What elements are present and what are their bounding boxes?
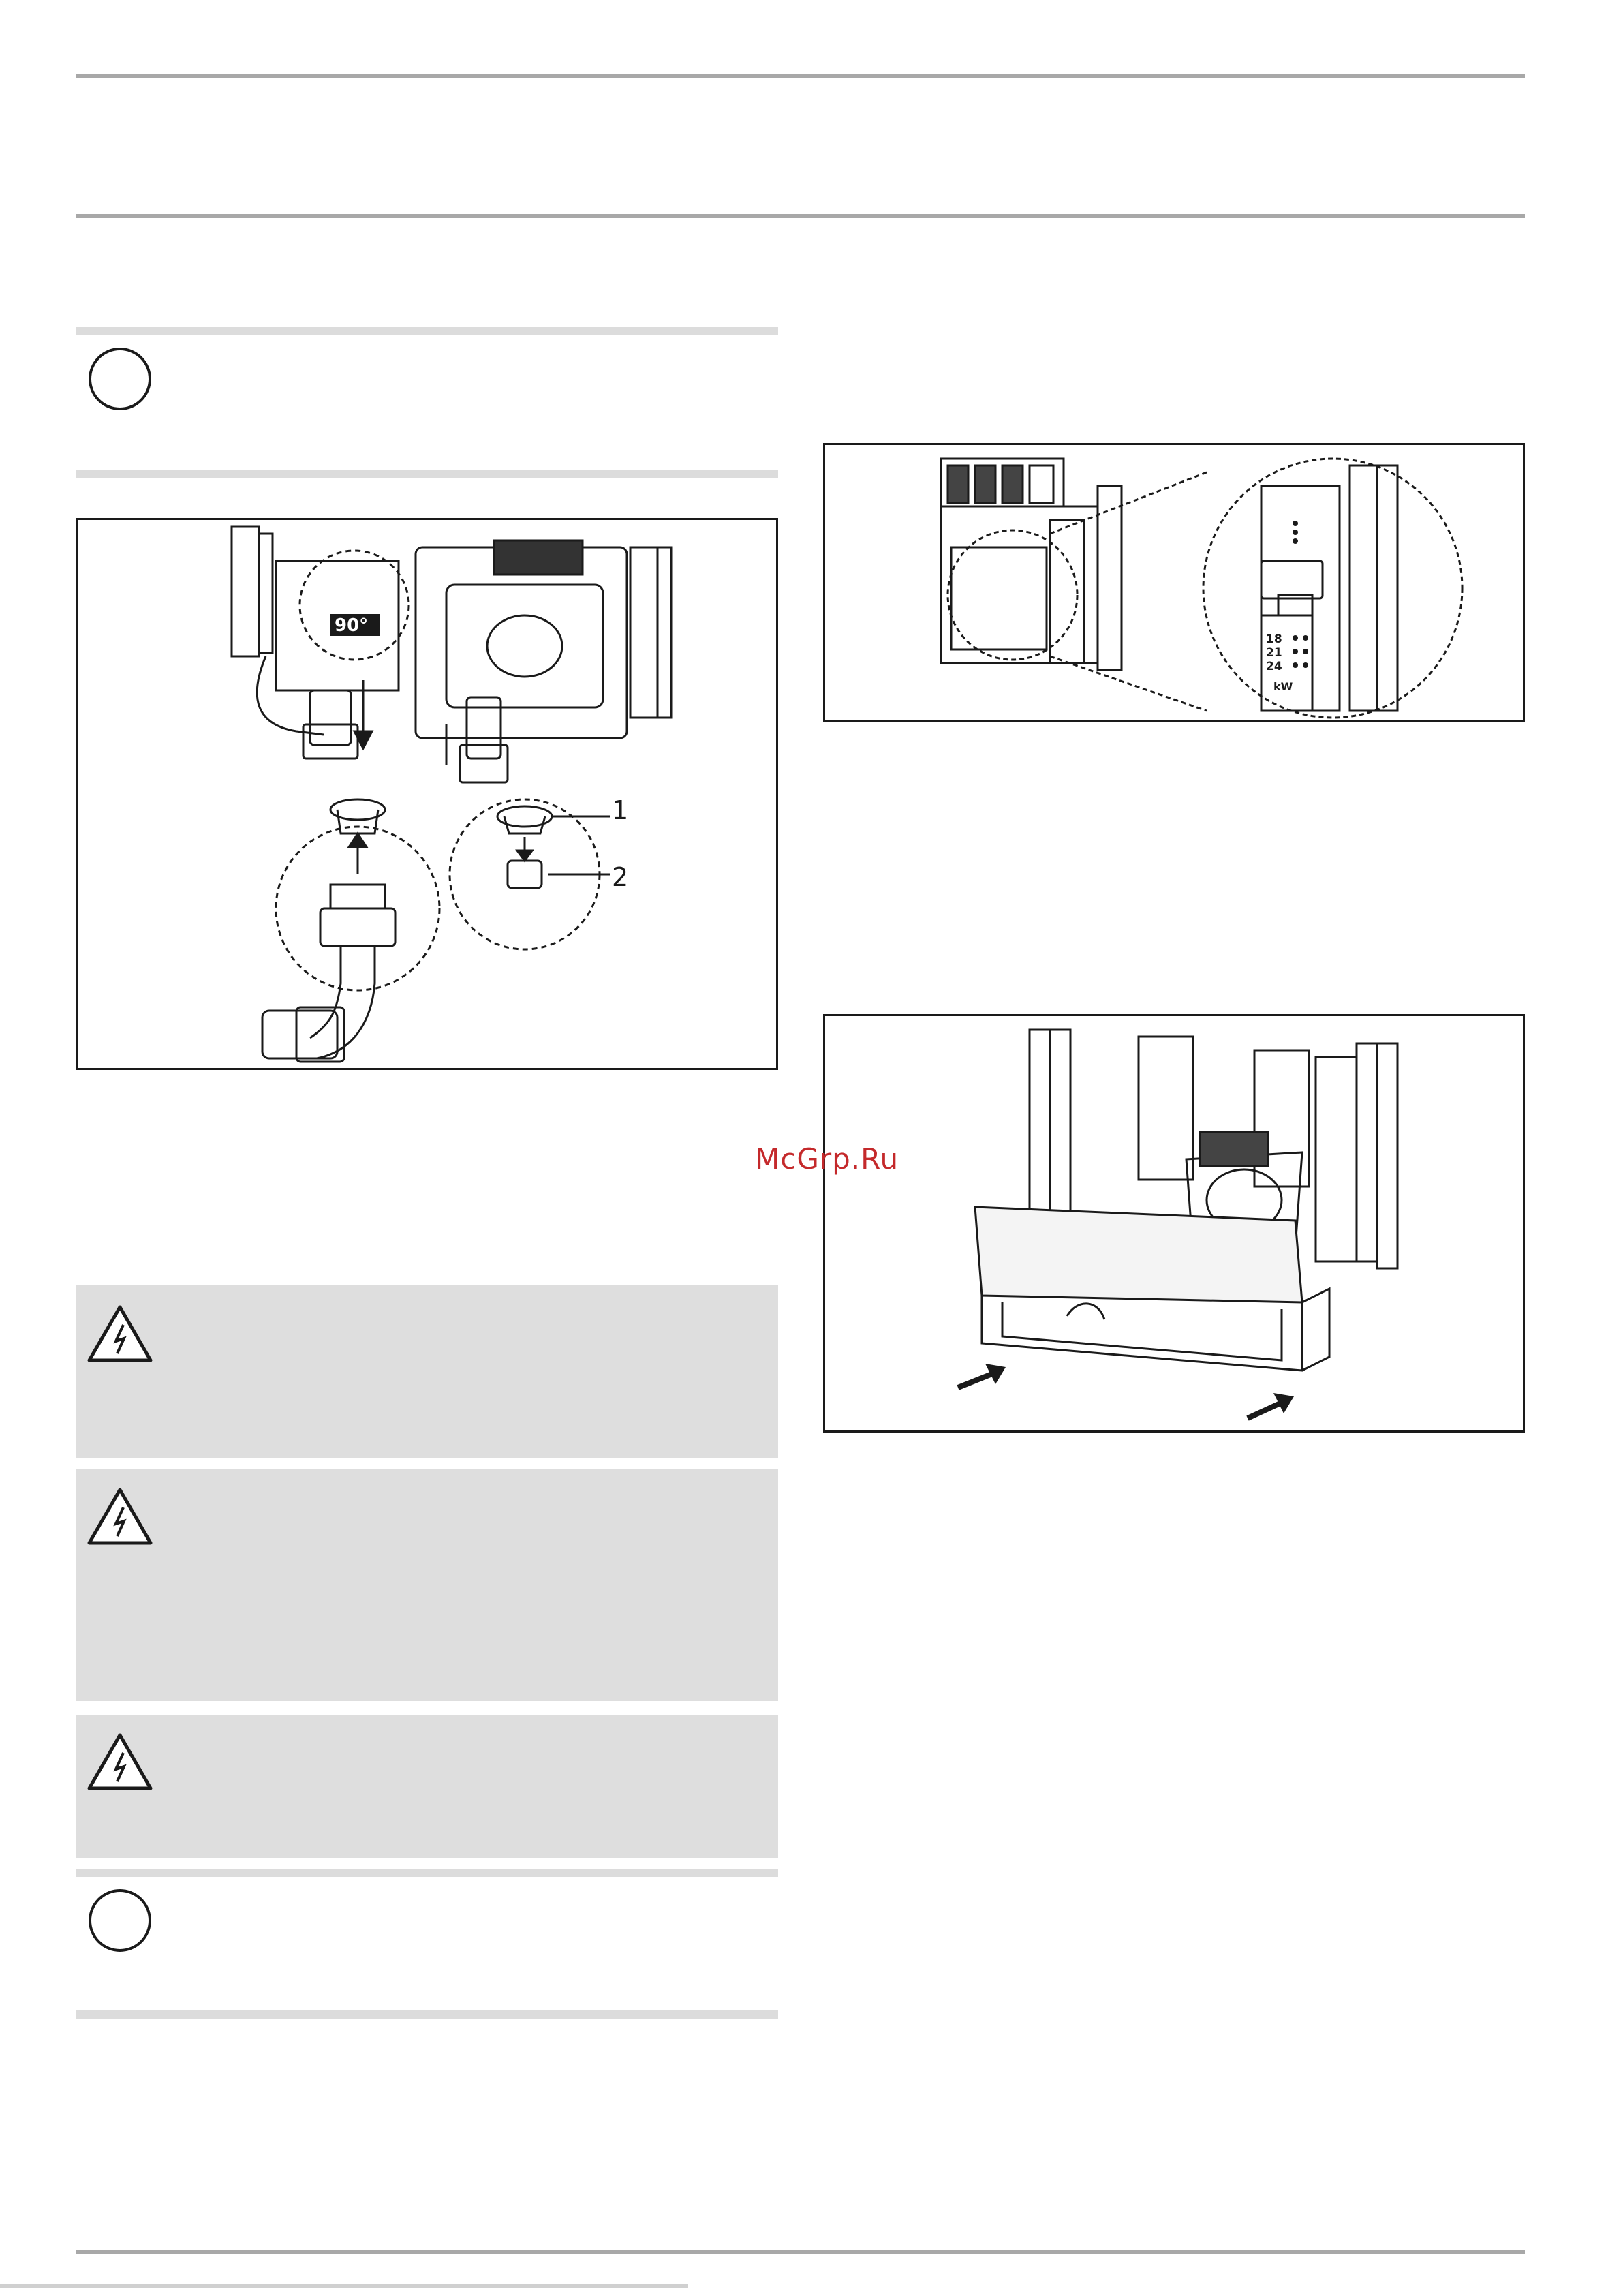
power-unit-label: kW [1273, 680, 1293, 693]
figure-filter-replacement [76, 518, 778, 1070]
warning-panel-3 [76, 1715, 778, 1858]
info-note-top-rule [76, 327, 778, 335]
cover-illustration [825, 1016, 1527, 1435]
power-selector-illustration [825, 445, 1527, 724]
footer-rule [76, 2250, 1525, 2254]
figure-power-selection [823, 443, 1525, 722]
rotation-label: 90° [335, 615, 369, 636]
info-note-bottom-rule [76, 470, 778, 478]
watermark-text: McGrp.Ru [755, 1142, 899, 1176]
info-note-2-bottom-rule [76, 2010, 778, 2019]
power-option-18: 18 [1266, 632, 1282, 646]
electric-warning-icon [86, 1486, 154, 1547]
power-option-24: 24 [1266, 660, 1282, 673]
info-icon [89, 1889, 151, 1952]
info-note-2-top-rule [76, 1869, 778, 1877]
info-icon [89, 348, 151, 410]
electric-warning-icon [86, 1731, 154, 1792]
header-rule-top [76, 74, 1525, 78]
callout-2: 2 [612, 862, 629, 892]
callout-1: 1 [612, 795, 629, 825]
header-rule-bottom [76, 214, 1525, 218]
bottom-strip [0, 2284, 688, 2288]
figure-cover-installation [823, 1014, 1525, 1433]
warning-panel-1 [76, 1285, 778, 1458]
electric-warning-icon [86, 1303, 154, 1364]
warning-panel-2 [76, 1469, 778, 1701]
power-option-21: 21 [1266, 646, 1282, 660]
filter-illustration [78, 520, 780, 1072]
